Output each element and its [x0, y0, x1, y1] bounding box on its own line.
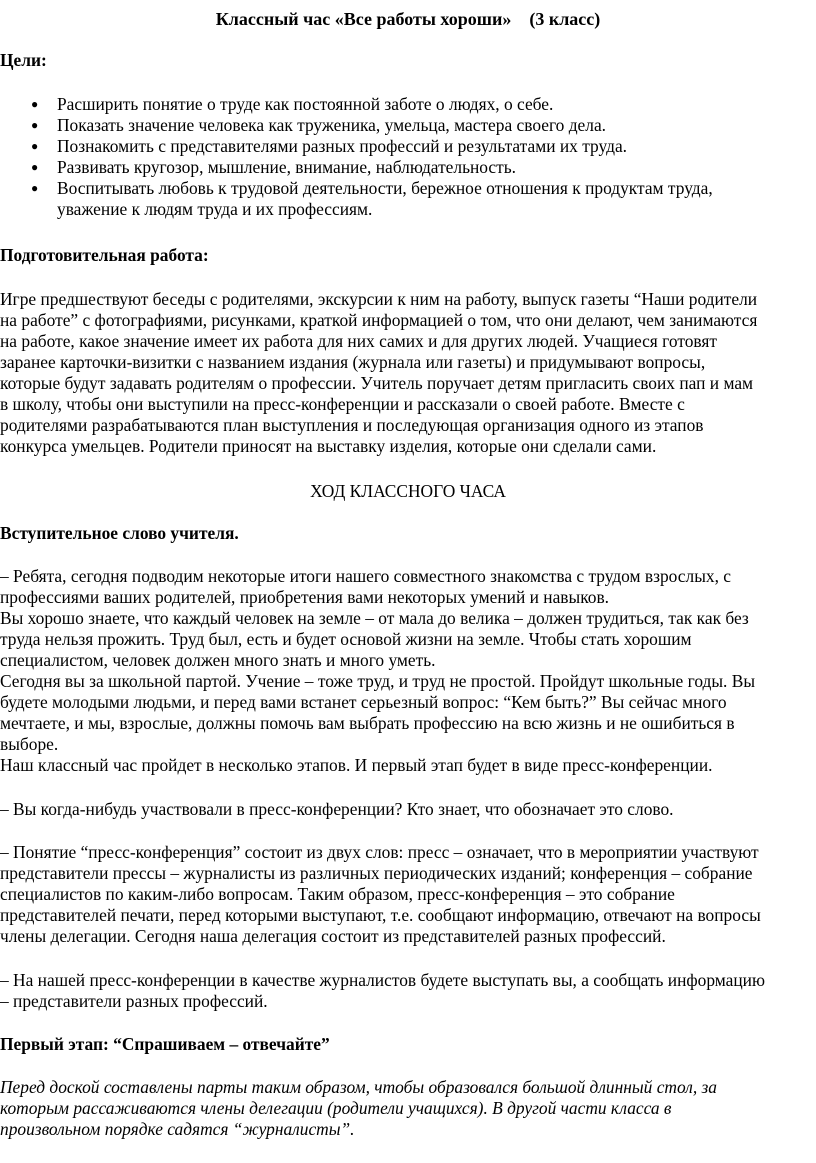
document-title: Классный час «Все работы хороши» (3 класс): [215, 9, 601, 29]
goals-list: [0, 94, 816, 220]
concept-paragraph: – Понятие “пресс-конференция” состоит из двух слов: пресс – означает, что в мероприятии участвуют представители прессы – журналисты из различных периодических изданий; конференция – собрание специалистов по каким-либо вопросам. Таким образом, пресс-конференция – это собрание представителей печати, перед которыми выступают, т.е. сообщают информацию, отвечают на вопросы члены делегации. Сегодня наша делегация состоит из представителей разных профессий.: [0, 842, 761, 946]
intro-heading: Вступительное слово учителя.: [0, 523, 239, 543]
goal-item: ● Развивать кругозор, мышление, внимание, наблюдательность.: [31, 157, 517, 177]
intro-paragraph: – Ребята, сегодня подводим некоторые итоги нашего совместного знакомства с трудом взрослых, с профессиями ваших родителей, приобретения вами некоторых умений и навыков. Вы хорошо знаете, что каждый человек на земле – от мала до велика – должен трудиться, так как без труда нельзя прожить. Труд был, есть и будет основой жизни на земле. Чтобы стать хорошим специалистом, человек должен много знать и много уметь. Сегодня вы за школьной партой. Учение – тоже труд, и труд не простой. Пройдут школьные годы. Вы будете молодыми людьми, и перед вами встанет серьезный вопрос: “Кем быть?” Вы сейчас много мечтаете, и мы, взрослые, должны помочь вам выбрать профессию на всю жизнь и не ошибиться в выборе. Наш классный час пройдет в несколько этапов. И первый этап будет в виде пресс-конференции.: [0, 566, 756, 775]
question-paragraph: – Вы когда-нибудь участвовали в пресс-конференции? Кто знает, что обозначает это слово.: [0, 799, 674, 819]
goal-item: ● Воспитывать любовь к трудовой деятельности, бережное отношения к продуктам труда, уважение к людям труда и их профессиям.: [31, 178, 713, 219]
bullet-icon: ●: [31, 160, 39, 174]
goals-heading: Цели:: [0, 50, 47, 70]
stage1-paragraph: Перед доской составлены парты таким образом, чтобы образовался большой длинный стол, за которым рассаживаются члены делегации (родители учащихся). В другой части класса в произвольном порядке садятся “журналисты”.: [0, 1077, 718, 1139]
goal-item: ● Расширить понятие о труде как постоянной заботе о людях, о себе.: [31, 94, 554, 114]
bullet-icon: ●: [31, 181, 39, 195]
bullet-icon: ●: [31, 118, 39, 132]
bullet-icon: ●: [31, 97, 39, 111]
bullet-icon: ●: [31, 139, 39, 153]
prep-paragraph: Игре предшествуют беседы с родителями, экскурсии к ним на работу, выпуск газеты “Наши родители на работе” с фотографиями, рисунками, краткой информацией о том, что они делают, чем занимаются на работе, какое значение имеет их работа для них самих и для других людей. Учащиеся готовят заранее карточки-визитки с названием издания (журнала или газеты) и придумывают вопросы, которые будут задавать родителям о профессии. Учитель поручает детям пригласить своих пап и мам в школу, чтобы они выступили на пресс-конференции и рассказали о своей работе. Вместе с родителями разрабатываются план выступления и последующая организация одного из этапов конкурса умельцев. Родители приносят на выставку изделия, которые они сделали сами.: [0, 289, 758, 456]
stage1-heading: Первый этап: “Спрашиваем – отвечайте”: [0, 1034, 330, 1054]
prep-heading: Подготовительная работа:: [0, 245, 209, 265]
goal-item: ● Познакомить с представителями разных профессий и результатами их труда.: [31, 136, 628, 156]
goal-item: ● Показать значение человека как труженика, умельца, мастера своего дела.: [31, 115, 607, 135]
journalists-paragraph: – На нашей пресс-конференции в качестве журналистов будете выступать вы, а сообщать информацию – представители разных профессий.: [0, 970, 765, 1011]
section-title: ХОД КЛАССНОГО ЧАСА: [310, 481, 506, 501]
